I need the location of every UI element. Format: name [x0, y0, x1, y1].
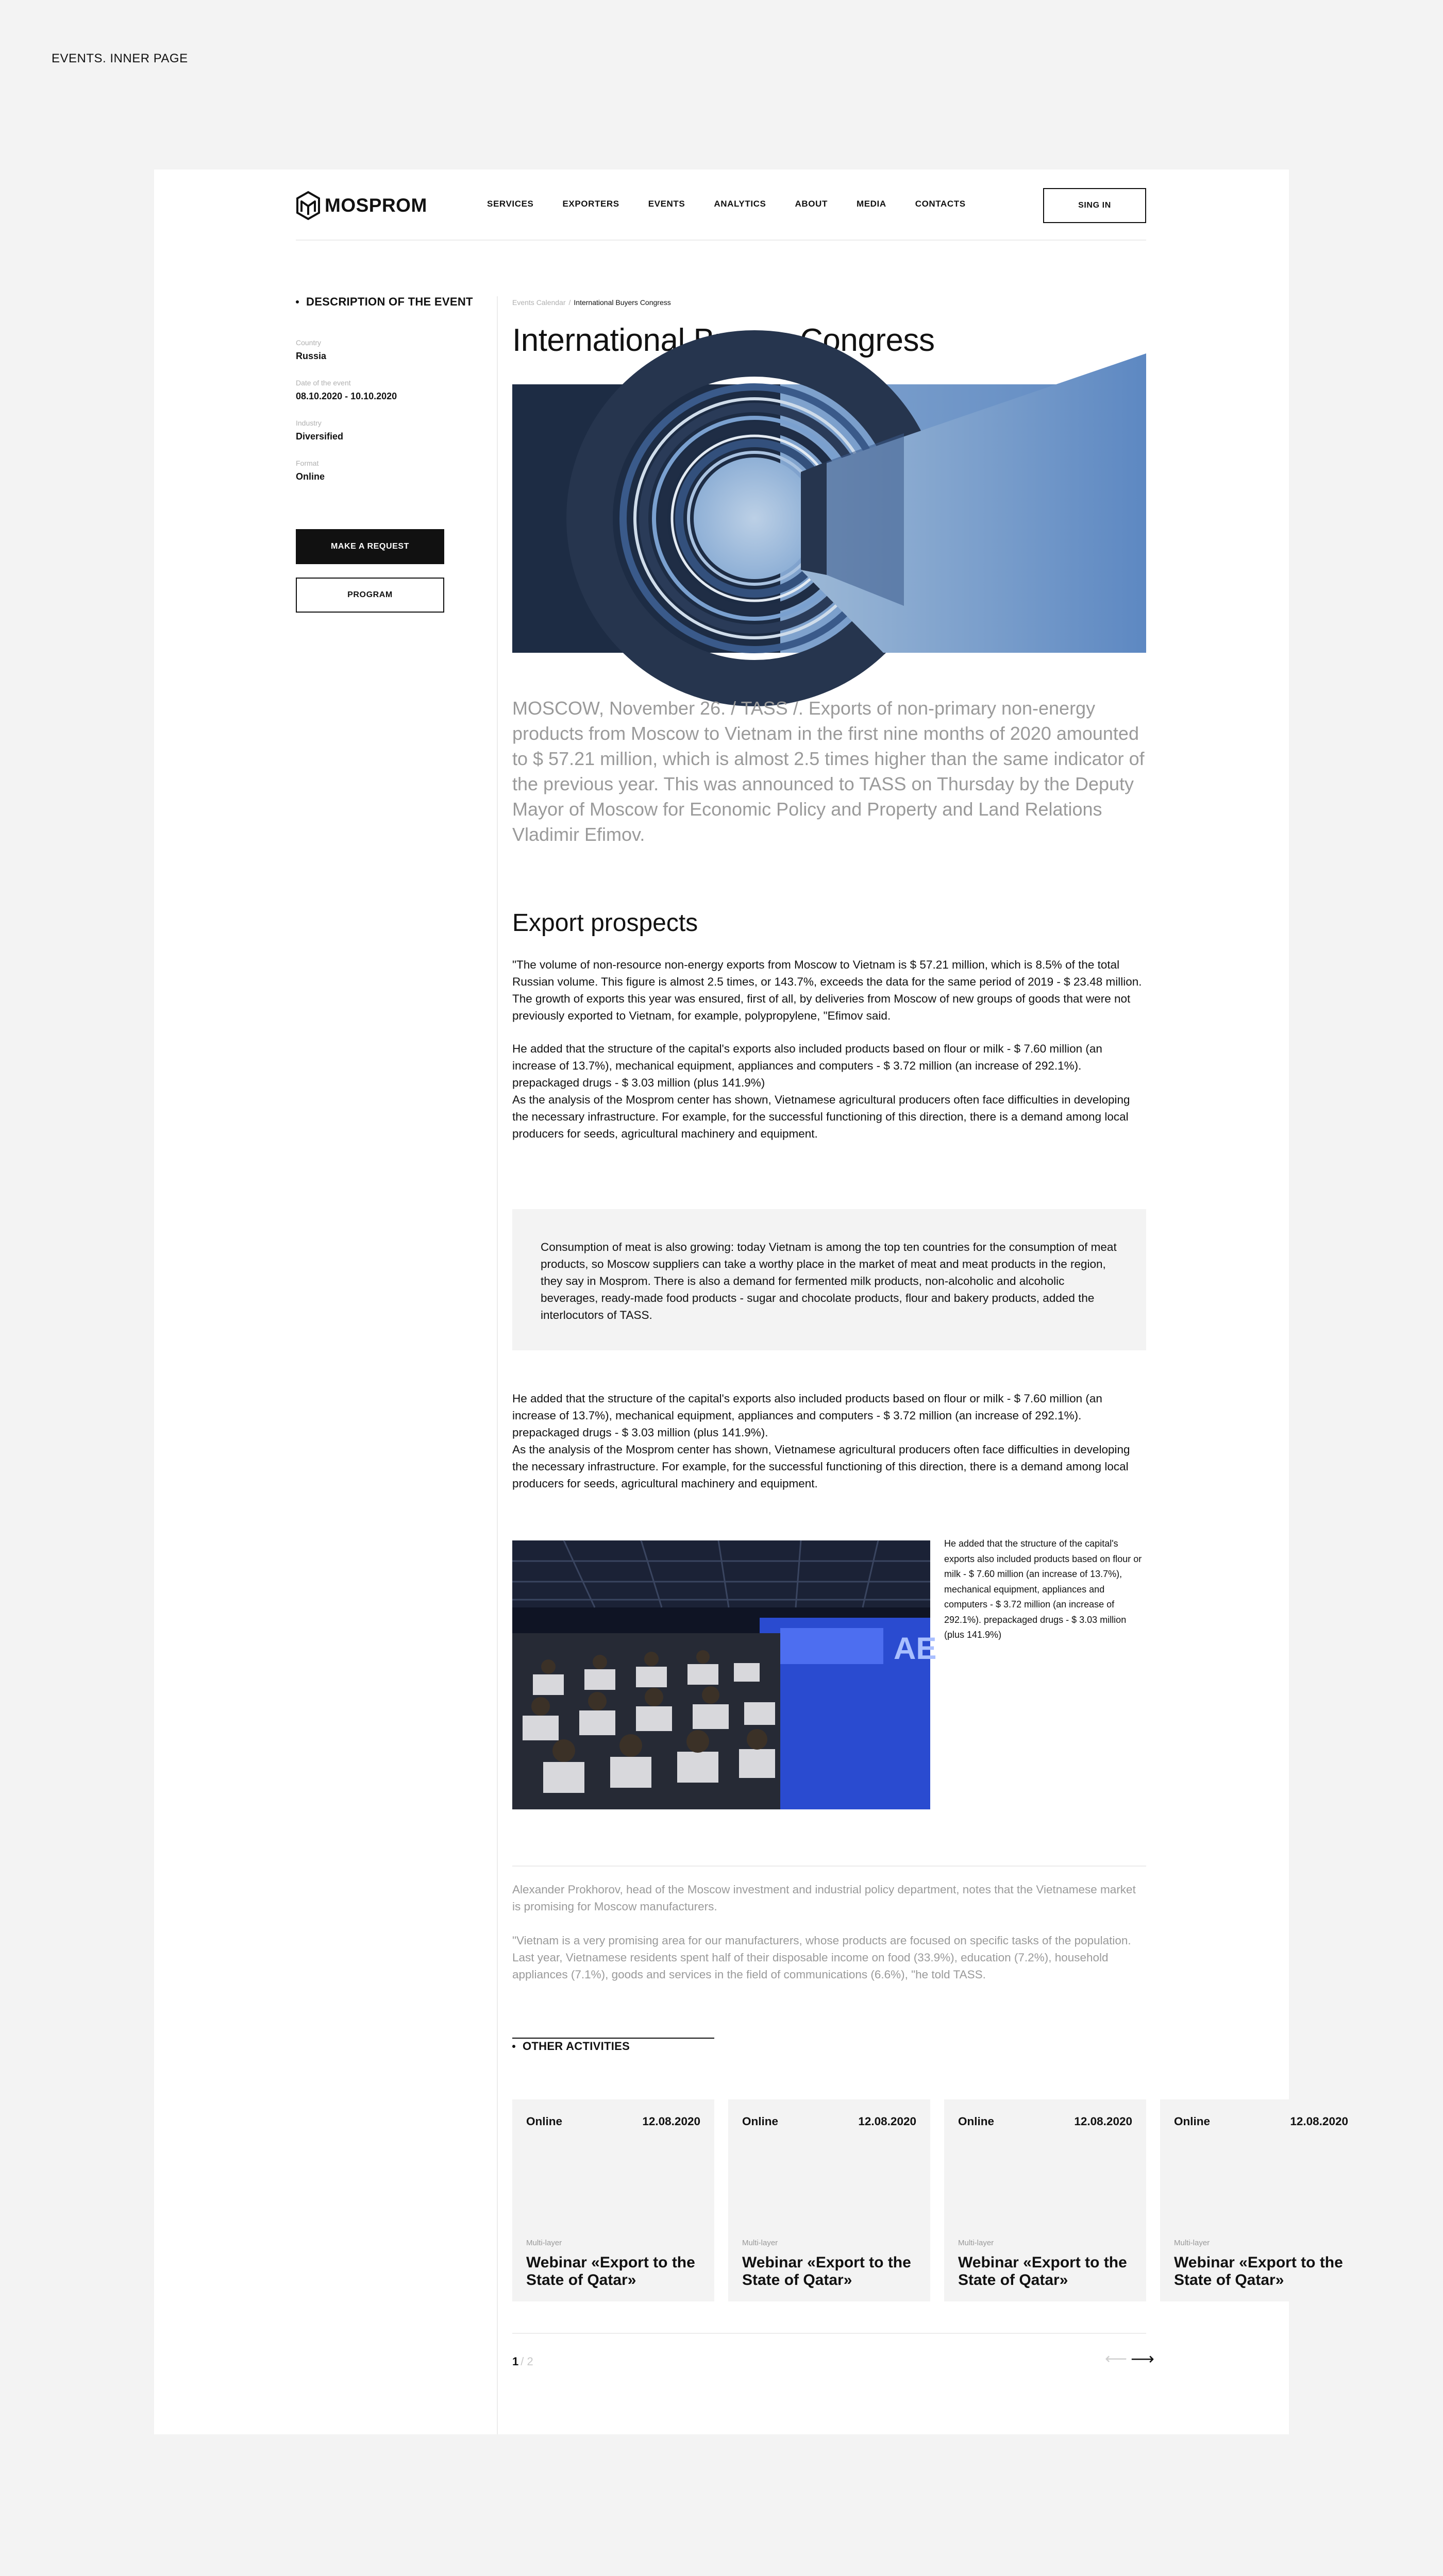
body-paragraph: He added that the structure of the capital's exports also included products based on flour or milk - $ 7.60 million (an increase of 13.7%), mechanical equipment, appliances and computers - $ 3.72 million (an increase of 292.1%). prepackaged drugs - $ 3.03 million (plus 141.9%).: [512, 1392, 1102, 1439]
nav-services[interactable]: SERVICES: [487, 199, 534, 209]
card-date: 12.08.2020: [642, 2115, 700, 2128]
nav-analytics[interactable]: ANALYTICS: [714, 199, 766, 209]
body-paragraph: "The volume of non-resource non-energy exports from Moscow to Vietnam is $ 57.21 million, which is 8.5% of the total Russian volume. This figure is almost 2.5 times, or 143.7%, exceeds the data for the same period of 2019 - $ 23.48 million. The growth of exports this year was ensured, first of all, by deliveries from Moscow of new groups of goods that were not previously exported to Vietnam, for example, polypropylene, "Efimov said.: [512, 958, 1142, 1022]
card-date: 12.08.2020: [1074, 2115, 1132, 2128]
main-nav: [487, 199, 995, 209]
page-title: International Buyers Congress: [512, 323, 935, 358]
breadcrumb: [512, 298, 671, 307]
card-type: Multi-layer: [742, 2239, 778, 2247]
breadcrumb-separator: /: [568, 298, 571, 307]
activity-card[interactable]: [944, 2099, 1146, 2301]
logo-text: MOSPROM: [325, 195, 427, 216]
carousel-pager: [512, 2355, 533, 2368]
divider: [512, 1866, 1146, 1867]
breadcrumb-current: International Buyers Congress: [574, 298, 671, 307]
conference-photo: [512, 1540, 937, 1809]
logo[interactable]: [296, 190, 427, 221]
card-type: Multi-layer: [526, 2239, 562, 2247]
meta-value: Online: [296, 471, 325, 482]
card-title: Webinar «Export to the State of Qatar»: [526, 2254, 695, 2289]
breadcrumb-link[interactable]: Events Calendar: [512, 298, 566, 307]
card-format: Online: [526, 2115, 563, 2128]
divider: [512, 2333, 1146, 2334]
meta-label: Country: [296, 338, 322, 347]
quote-text: Consumption of meat is also growing: today Vietnam is among the top ten countries for the consumption of meat products, so Moscow suppliers can take a worthy place in the market of meat and meat products in the region, they say in Mosprom. There is also a demand for fermented milk products, non-alcoholic and alcoholic beverages, ready-made food products - sugar and chocolate products, flour and bakery products, added the interlocutors of TASS.: [541, 1241, 1117, 1321]
card-title: Webinar «Export to the State of Qatar»: [1174, 2254, 1343, 2289]
logo-icon: [296, 191, 321, 221]
pager-total: / 2: [521, 2355, 533, 2368]
nav-media[interactable]: MEDIA: [856, 199, 886, 209]
meta-format: [296, 459, 325, 482]
page-label: EVENTS. INNER PAGE: [52, 52, 188, 65]
svg-text:AE: AE: [894, 1631, 937, 1666]
body-paragraph: As the analysis of the Mosprom center has shown, Vietnamese agricultural producers often face difficulties in developing the necessary infrastructure. For example, for the successful functioning of this direction, there is a demand among local producers for seeds, agricultural machinery and equipment.: [512, 1093, 1130, 1140]
secondary-paragraph: Alexander Prokhorov, head of the Moscow investment and industrial policy department, notes that the Vietnamese market is promising for Moscow manufacturers.: [512, 1883, 1136, 1913]
sign-in-button[interactable]: SING IN: [1043, 188, 1146, 223]
secondary-paragraph: "Vietnam is a very promising area for our manufacturers, whose products are focused on specific tasks of the population. Last year, Vietnamese residents spent half of their disposable income on food (33.9%), education (7.2%), household appliances (7.1%), goods and services in the field of communications (6.6%), "he told TASS.: [512, 1934, 1131, 1981]
meta-label: Date of the event: [296, 379, 351, 387]
activity-card[interactable]: [728, 2099, 930, 2301]
card-format: Online: [742, 2115, 779, 2128]
sidebar-title: DESCRIPTION OF THE EVENT: [296, 295, 473, 309]
make-request-button[interactable]: MAKE A REQUEST: [296, 529, 444, 564]
pager-current: 1: [512, 2355, 519, 2368]
page-sheet: [154, 170, 1348, 2434]
meta-country: [296, 338, 326, 362]
nav-exporters[interactable]: EXPORTERS: [562, 199, 619, 209]
nav-events[interactable]: EVENTS: [648, 199, 685, 209]
meta-industry: [296, 419, 343, 442]
nav-about[interactable]: ABOUT: [795, 199, 828, 209]
card-format: Online: [1174, 2115, 1211, 2128]
column-divider: [497, 296, 498, 2434]
card-title: Webinar «Export to the State of Qatar»: [742, 2254, 911, 2289]
quote-block: [512, 1209, 1146, 1350]
card-type: Multi-layer: [958, 2239, 994, 2247]
body-paragraph: As the analysis of the Mosprom center has shown, Vietnamese agricultural producers often face difficulties in developing the necessary infrastructure. For example, for the successful functioning of this direction, there is a demand among local producers for seeds, agricultural machinery and equipment.: [512, 1443, 1130, 1490]
meta-value: Russia: [296, 351, 327, 361]
body-paragraph: He added that the structure of the capital's exports also included products based on flour or milk - $ 7.60 million (an increase of 13.7%), mechanical equipment, appliances and computers - $ 3.72 million (an increase of 292.1%). prepackaged drugs - $ 3.03 million (plus 141.9%): [512, 1042, 1102, 1089]
other-activities-title: OTHER ACTIVITIES: [512, 2040, 630, 2053]
activity-card[interactable]: [512, 2099, 714, 2301]
card-date: 12.08.2020: [858, 2115, 916, 2128]
hero-image: [512, 384, 1146, 653]
meta-label: Format: [296, 459, 319, 467]
activity-card[interactable]: [1160, 2099, 1362, 2301]
program-button[interactable]: PROGRAM: [296, 578, 444, 613]
meta-value: Diversified: [296, 431, 344, 442]
meta-date: [296, 379, 397, 402]
section-rule: [512, 2038, 714, 2039]
site-header: [296, 170, 1146, 241]
meta-value: 08.10.2020 - 10.10.2020: [296, 391, 397, 401]
card-format: Online: [958, 2115, 995, 2128]
arrow-left-icon[interactable]: ⟵: [1105, 2350, 1128, 2367]
nav-contacts[interactable]: CONTACTS: [915, 199, 966, 209]
photo-caption: He added that the structure of the capital's exports also included products based on flour or milk - $ 7.60 million (an increase of 13.7%), mechanical equipment, appliances and computers - $ 3.72 million (an increase of 292.1%). prepackaged drugs - $ 3.03 million (plus 141.9%): [944, 1538, 1142, 1640]
card-type: Multi-layer: [1174, 2239, 1210, 2247]
card-title: Webinar «Export to the State of Qatar»: [958, 2254, 1127, 2289]
lead-paragraph: MOSCOW, November 26. / TASS /. Exports of non-primary non-energy products from Moscow to Vietnam in the first nine months of 2020 amounted to $ 57.21 million, which is almost 2.5 times higher than the same indicator of the previous year. This was announced to TASS on Thursday by the Deputy Mayor of Moscow for Economic Policy and Property and Land Relations Vladimir Efimov.: [512, 698, 1145, 845]
meta-label: Industry: [296, 419, 322, 427]
section-title: Export prospects: [512, 909, 698, 937]
arrow-right-icon[interactable]: ⟶: [1131, 2349, 1154, 2368]
card-date: 12.08.2020: [1290, 2115, 1348, 2128]
